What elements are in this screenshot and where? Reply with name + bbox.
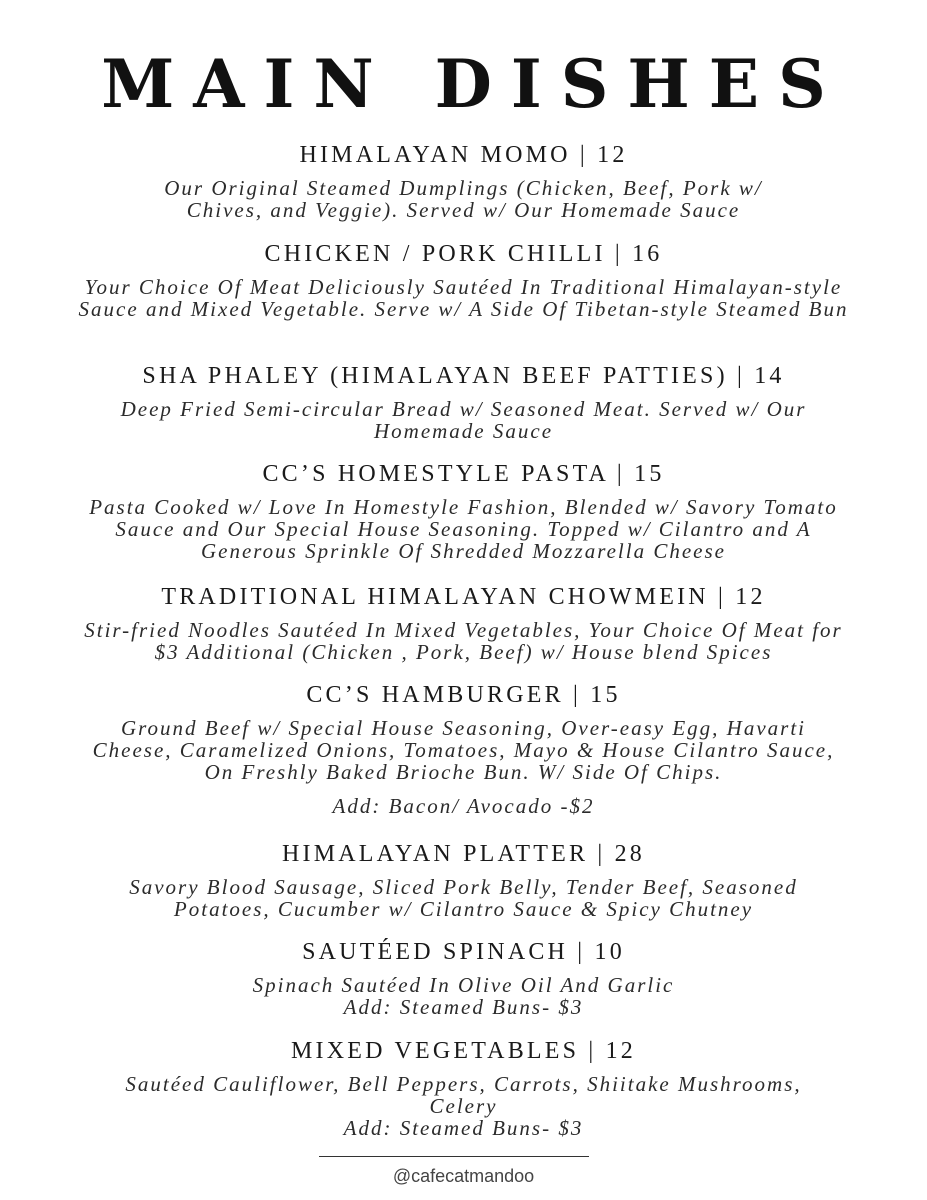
dish-description: Pasta Cooked w/ Love In Homestyle Fashion, Blended w/ Savory Tomato Sauce and Our Special House Seasoning. Topped w/ Cilantro and A Generous Sprinkle Of Shredded Mozzarella Cheese: [89, 495, 838, 563]
dish-description: Our Original Steamed Dumplings (Chicken, Beef, Pork w/ Chives, and Veggie). Served w/ Our Homemade Sauce: [164, 176, 763, 222]
dish-description: Ground Beef w/ Special House Seasoning, Over-easy Egg, Havarti Cheese, Caramelized Onions, Tomatoes, Mayo & House Cilantro Sauce, On Freshly Baked Brioche Bun. W/ Side Of Chips.: [92, 716, 835, 784]
dish-description: Your Choice Of Meat Deliciously Sautéed In Traditional Himalayan-style Sauce and Mixed Vegetable. Serve w/ A Side Of Tibetan-style Steamed Bun: [78, 275, 849, 321]
dish-mixed-vegetables: [0, 1037, 927, 1139]
dish-himalayan-platter: [0, 840, 927, 920]
dish-cc-homestyle-pasta: [0, 460, 927, 562]
dish-name: CHICKEN / PORK CHILLI | 16: [264, 241, 663, 267]
dish-name: SHA PHALEY (HIMALAYAN BEEF PATTIES) | 14: [142, 363, 785, 389]
dish-name: SAUTÉED SPINACH | 10: [302, 939, 625, 965]
dish-cc-hamburger: [0, 681, 927, 817]
dish-himalayan-momo: [0, 141, 927, 221]
dish-sauteed-spinach: [0, 938, 927, 1018]
dish-name: HIMALAYAN MOMO | 12: [299, 142, 628, 168]
footer-divider: [319, 1156, 589, 1157]
dish-name: MIXED VEGETABLES | 12: [291, 1038, 636, 1064]
dish-description: Deep Fried Semi-circular Bread w/ Seasoned Meat. Served w/ Our Homemade Sauce: [120, 397, 807, 443]
social-handle: @cafecatmandoo: [392, 1166, 535, 1186]
dish-traditional-himalayan-chowmein: [0, 583, 927, 663]
dish-name: TRADITIONAL HIMALAYAN CHOWMEIN | 12: [161, 584, 766, 610]
page-title: MAIN DISHES: [101, 45, 845, 123]
dish-addon: Add: Steamed Buns- $3: [343, 995, 584, 1019]
dish-name: CC’S HAMBURGER | 15: [306, 682, 621, 708]
dish-chicken-pork-chilli: [0, 240, 927, 320]
dish-description: Stir-fried Noodles Sautéed In Mixed Vegetables, Your Choice Of Meat for $3 Additional (Chicken , Pork, Beef) w/ House blend Spices: [84, 618, 843, 664]
dish-description: Savory Blood Sausage, Sliced Pork Belly, Tender Beef, Seasoned Potatoes, Cucumber w/ Cilantro Sauce & Spicy Chutney: [129, 875, 798, 921]
dish-addon: Add: Steamed Buns- $3: [343, 1116, 584, 1140]
dish-addon: Add: Bacon/ Avocado -$2: [332, 794, 595, 818]
dish-name: HIMALAYAN PLATTER | 28: [282, 841, 645, 867]
dish-sha-phaley: [0, 362, 927, 442]
dish-name: CC’S HOMESTYLE PASTA | 15: [262, 461, 665, 487]
dish-description: Spinach Sautéed In Olive Oil And Garlic: [252, 973, 675, 997]
dish-description: Sautéed Cauliflower, Bell Peppers, Carrots, Shiitake Mushrooms, Celery: [125, 1072, 802, 1118]
